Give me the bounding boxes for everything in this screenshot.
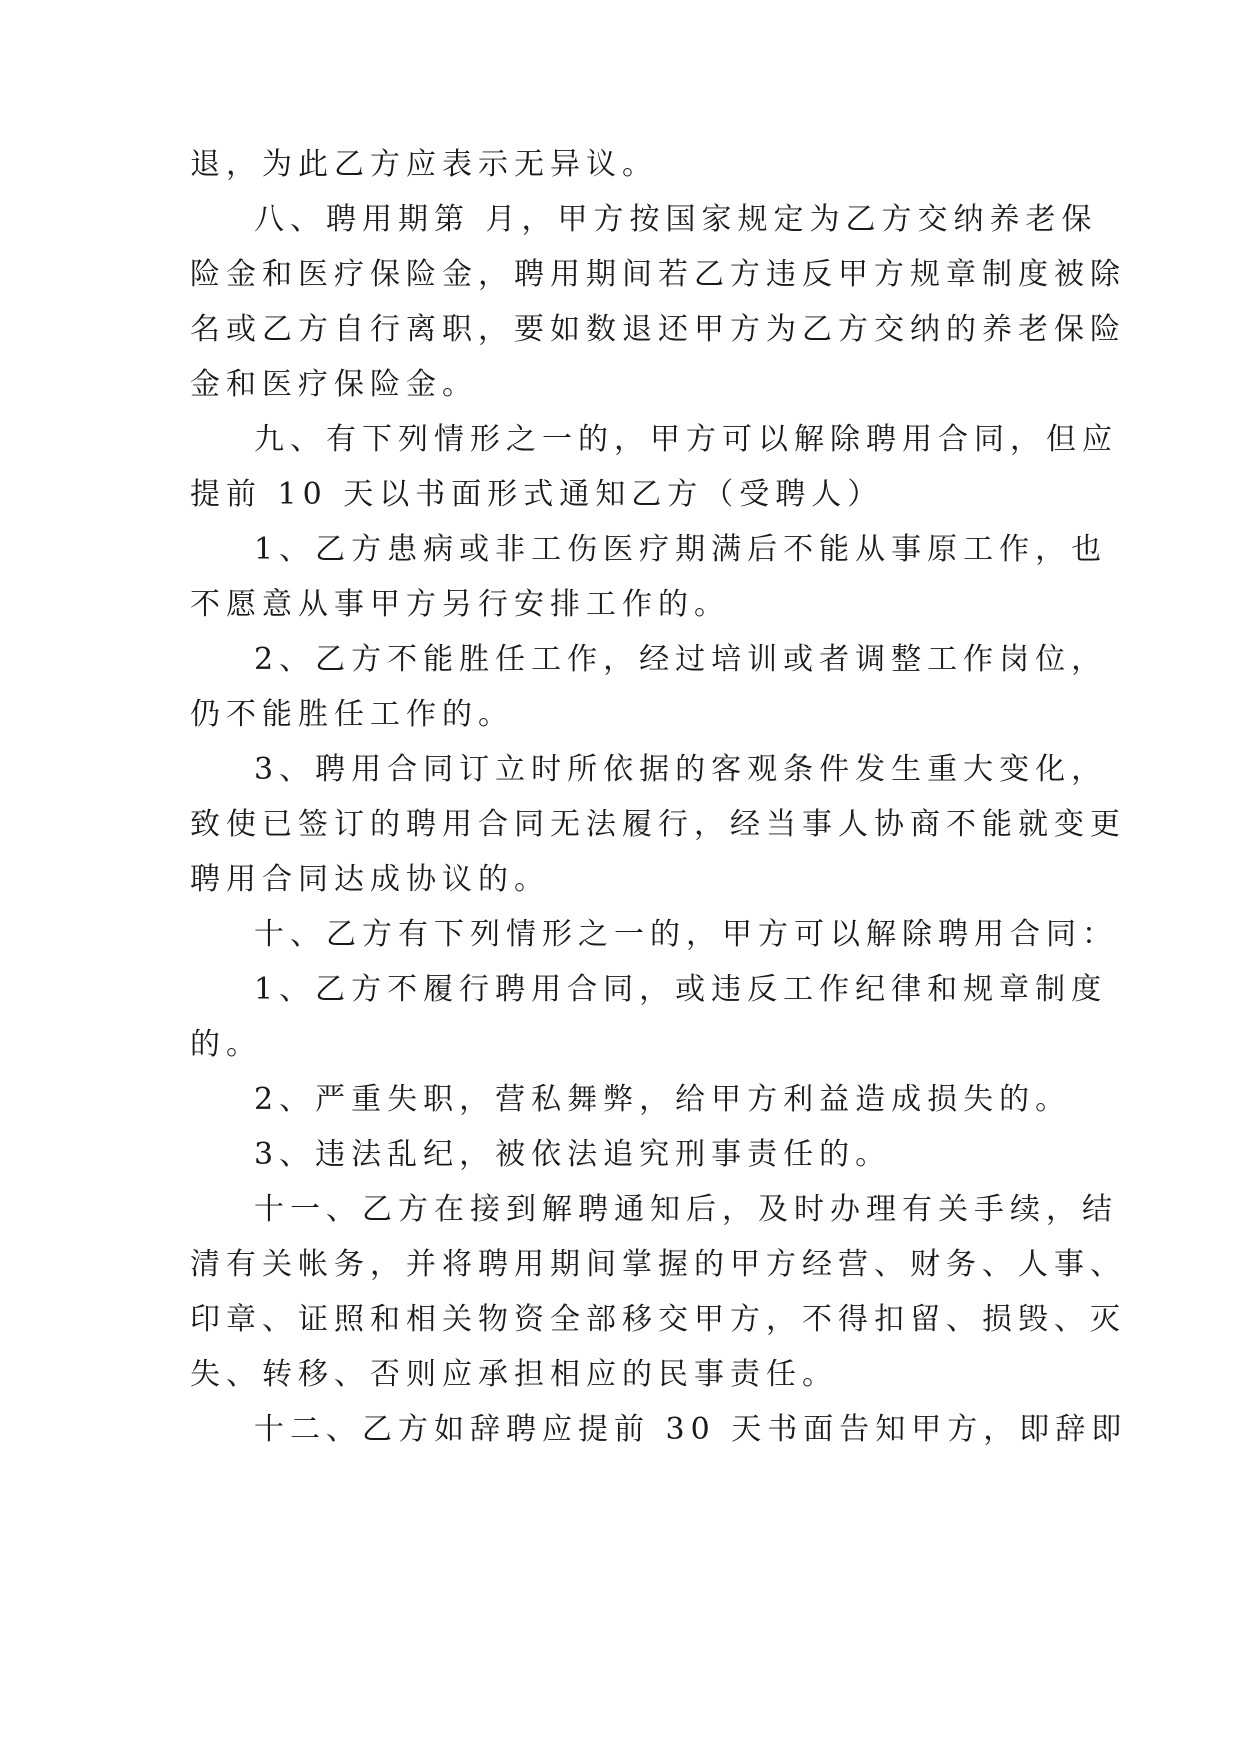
text-line: 2、乙方不能胜任工作，经过培训或者调整工作岗位， xyxy=(254,642,1108,677)
text-line: 险金和医疗保险金，聘用期间若乙方违反甲方规章制度被除 xyxy=(190,257,1126,292)
text-line: 金和医疗保险金。 xyxy=(190,367,478,402)
text-line: 2、严重失职，营私舞弊，给甲方利益造成损失的。 xyxy=(254,1082,1072,1117)
text-line: 九、有下列情形之一的，甲方可以解除聘用合同，但应 xyxy=(254,422,1118,457)
text-line: 八、聘用期第 月，甲方按国家规定为乙方交纳养老保 xyxy=(254,202,1098,237)
text-line: 仍不能胜任工作的。 xyxy=(190,697,514,732)
text-line: 的。 xyxy=(190,1027,262,1062)
text-line: 印章、证照和相关物资全部移交甲方，不得扣留、损毁、灭 xyxy=(190,1302,1126,1337)
text-line: 聘用合同达成协议的。 xyxy=(190,862,550,897)
text-line: 退，为此乙方应表示无异议。 xyxy=(190,147,658,182)
text-line: 清有关帐务，并将聘用期间掌握的甲方经营、财务、人事、 xyxy=(190,1247,1126,1282)
text-line: 3、违法乱纪，被依法追究刑事责任的。 xyxy=(254,1137,892,1172)
text-line: 致使已签订的聘用合同无法履行，经当事人协商不能就变更 xyxy=(190,807,1126,842)
text-line: 3、聘用合同订立时所依据的客观条件发生重大变化， xyxy=(254,752,1108,787)
text-line: 十一、乙方在接到解聘通知后，及时办理有关手续，结 xyxy=(254,1192,1118,1227)
text-line: 名或乙方自行离职，要如数退还甲方为乙方交纳的养老保险 xyxy=(190,312,1126,347)
text-line: 十二、乙方如辞聘应提前 30 天书面告知甲方，即辞即 xyxy=(254,1412,1128,1447)
text-line: 1、乙方患病或非工伤医疗期满后不能从事原工作，也 xyxy=(254,532,1108,567)
text-line: 不愿意从事甲方另行安排工作的。 xyxy=(190,587,730,622)
text-line: 1、乙方不履行聘用合同，或违反工作纪律和规章制度 xyxy=(254,972,1108,1007)
text-line: 失、转移、否则应承担相应的民事责任。 xyxy=(190,1357,838,1392)
text-line: 十、乙方有下列情形之一的，甲方可以解除聘用合同： xyxy=(254,917,1118,952)
text-line: 提前 10 天以书面形式通知乙方（受聘人） xyxy=(190,477,884,512)
